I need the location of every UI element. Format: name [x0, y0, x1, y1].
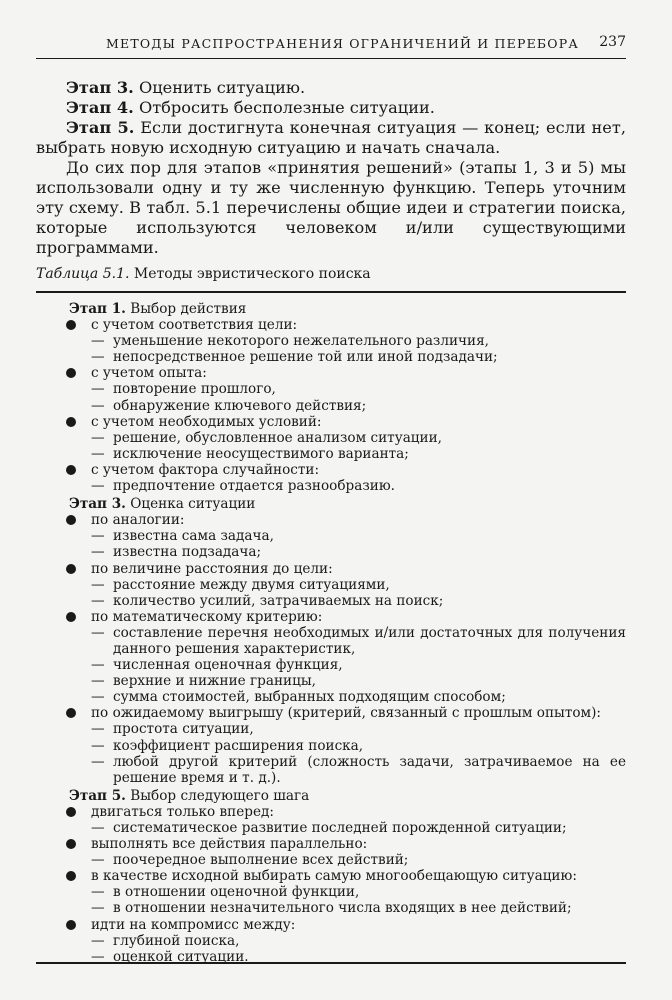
section-title: Выбор действия	[130, 301, 247, 317]
dash-item-text: известна подзадача;	[113, 544, 262, 561]
dash-item	[36, 430, 626, 446]
dash-mark: —	[91, 673, 105, 690]
dash-item	[36, 933, 626, 949]
dash-item-text: любой другой критерий (сложность задачи, затрачиваемое на ее решение время и т. д.).	[113, 753, 626, 786]
dash-mark: —	[91, 381, 105, 398]
dash-item	[36, 446, 626, 462]
dash-item-text: поочередное выполнение всех действий;	[113, 852, 409, 869]
dash-mark: —	[91, 721, 105, 738]
table-section	[36, 301, 626, 494]
dash-item-text: в отношении незначительного числа входящих в нее действий;	[113, 900, 572, 917]
page-header	[36, 36, 626, 59]
dash-mark: —	[91, 592, 105, 609]
dash-item-text: известна сама задача,	[113, 528, 274, 545]
dash-item	[36, 820, 626, 836]
bullet-text: по величине расстояния до цели:	[91, 560, 333, 577]
dash-item-text: простота ситуации,	[113, 721, 254, 738]
table-caption-text: Методы эвристического поиска	[133, 266, 371, 282]
bullet-icon	[66, 564, 76, 574]
body-paragraph: До сих пор для этапов «принятия решений» (этапы 1, 3 и 5) мы использовали одну и ту же численную функцию. Теперь уточним эту схему. В табл. 5.1 перечислены общие идеи и стратегии поиска, которые используются человеком и/или существующими программами.	[36, 158, 626, 257]
dash-mark: —	[91, 429, 105, 446]
dash-item	[36, 381, 626, 397]
section-step-label: Этап 5.	[69, 787, 126, 804]
step-label: Этап 5.	[66, 118, 135, 137]
bullet-text: выполнять все действия параллельно:	[91, 836, 368, 853]
bullet-group	[36, 705, 626, 721]
dash-item	[36, 900, 626, 916]
bullet-text: с учетом необходимых условий:	[91, 413, 322, 430]
dash-mark: —	[91, 737, 105, 754]
bullet-group	[36, 917, 626, 933]
dash-item-text: количество усилий, затрачиваемых на поиск;	[113, 592, 444, 609]
dash-mark: —	[91, 624, 105, 641]
dash-item	[36, 673, 626, 689]
dash-item-text: оценкой ситуации.	[113, 948, 249, 965]
bullet-text: с учетом соответствия цели:	[91, 317, 298, 334]
dash-item	[36, 593, 626, 609]
dash-item-text: коэффициент расширения поиска,	[113, 737, 364, 754]
bullet-group	[36, 609, 626, 625]
bullet-text: с учетом фактора случайности:	[91, 461, 320, 478]
dash-item-text: исключение неосуществимого варианта;	[113, 445, 409, 462]
dash-mark: —	[91, 820, 105, 836]
bullet-group	[36, 462, 626, 478]
dash-item	[36, 657, 626, 673]
table-top-rule	[36, 291, 626, 293]
section-heading	[36, 301, 626, 317]
bullet-icon	[66, 465, 76, 475]
dash-item-text: верхние и нижние границы,	[113, 673, 316, 690]
bullet-icon	[66, 920, 76, 930]
dash-item-text: глубиной поиска,	[113, 932, 240, 949]
dash-item-text: обнаружение ключевого действия;	[113, 397, 367, 414]
dash-mark: —	[91, 948, 105, 965]
table-bottom-rule	[36, 962, 626, 964]
bullet-icon	[66, 807, 76, 817]
bullet-icon	[66, 417, 76, 427]
section-heading	[36, 496, 626, 512]
dash-mark: —	[91, 349, 105, 366]
dash-item	[36, 625, 626, 657]
bullet-icon	[66, 320, 76, 330]
dash-item	[36, 544, 626, 560]
running-title: МЕТОДЫ РАСПРОСТРАНЕНИЯ ОГРАНИЧЕНИЙ И ПЕРЕБОРА	[106, 36, 580, 51]
section-step-label: Этап 3.	[69, 496, 126, 513]
table-section	[36, 788, 626, 965]
dash-mark: —	[91, 397, 105, 414]
bullet-icon	[66, 612, 76, 622]
dash-mark: —	[91, 884, 105, 901]
bullet-text: с учетом опыта:	[91, 365, 207, 382]
dash-mark: —	[91, 528, 105, 545]
table-caption	[36, 266, 371, 282]
dash-item	[36, 349, 626, 365]
page-number: 237	[599, 34, 626, 50]
dash-item-text: расстояние между двумя ситуациями,	[113, 576, 390, 593]
section-title: Выбор следующего шага	[130, 787, 310, 804]
bullet-text: по аналогии:	[91, 512, 185, 529]
section-heading	[36, 788, 626, 804]
bullet-icon	[66, 871, 76, 881]
bullet-text: по ожидаемому выигрышу (критерий, связанный с прошлым опытом):	[91, 705, 601, 722]
dash-mark: —	[91, 544, 105, 561]
dash-mark: —	[91, 333, 105, 350]
bullet-group	[36, 317, 626, 333]
step-label: Этап 4.	[66, 98, 134, 117]
bullet-text: двигаться только вперед:	[91, 803, 274, 820]
body-text	[36, 78, 626, 258]
dash-mark: —	[91, 753, 105, 770]
dash-item	[36, 738, 626, 754]
dash-item-text: составление перечня необходимых и/или достаточных для получения данного решения характеристик,	[113, 624, 626, 657]
dash-item	[36, 852, 626, 868]
dash-item-text: решение, обусловленное анализом ситуации,	[113, 429, 442, 446]
bullet-icon	[66, 368, 76, 378]
dash-item-text: систематическое развитие последней порожденной ситуации;	[113, 820, 567, 836]
section-title: Оценка ситуации	[130, 496, 256, 513]
dash-mark: —	[91, 478, 105, 495]
dash-item	[36, 333, 626, 349]
dash-item	[36, 884, 626, 900]
dash-item	[36, 689, 626, 705]
step-text: Если достигнута конечная ситуация — конец; если нет, выбрать новую исходную ситуацию и начать сначала.	[36, 118, 626, 157]
dash-mark: —	[91, 900, 105, 917]
bullet-icon	[66, 708, 76, 718]
dash-item-text: в отношении оценочной функции,	[113, 884, 360, 901]
bullet-text: по математическому критерию:	[91, 608, 323, 625]
dash-mark: —	[91, 852, 105, 869]
bullet-group	[36, 561, 626, 577]
dash-item-text: численная оценочная функция,	[113, 657, 343, 674]
dash-item	[36, 721, 626, 737]
dash-item	[36, 398, 626, 414]
step-label: Этап 3.	[66, 78, 134, 97]
dash-mark: —	[91, 932, 105, 949]
bullet-group	[36, 512, 626, 528]
step-text: Отбросить бесполезные ситуации.	[138, 98, 435, 117]
bullet-group	[36, 836, 626, 852]
bullet-text: в качестве исходной выбирать самую многообещающую ситуацию:	[91, 868, 577, 885]
heuristics-table	[36, 301, 626, 965]
dash-item-text: непосредственное решение той или иной подзадачи;	[113, 349, 498, 366]
dash-mark: —	[91, 445, 105, 462]
algorithm-step	[36, 118, 626, 158]
dash-mark: —	[91, 657, 105, 674]
bullet-group	[36, 804, 626, 820]
section-step-label: Этап 1.	[69, 301, 126, 317]
dash-item	[36, 478, 626, 494]
table-section	[36, 496, 626, 786]
table-caption-label: Таблица 5.1.	[36, 266, 130, 282]
algorithm-step	[36, 98, 626, 118]
dash-item-text: сумма стоимостей, выбранных подходящим способом;	[113, 689, 506, 706]
bullet-text: идти на компромисс между:	[91, 916, 296, 933]
bullet-group	[36, 414, 626, 430]
bullet-icon	[66, 839, 76, 849]
step-text: Оценить ситуацию.	[138, 78, 306, 97]
dash-mark: —	[91, 689, 105, 706]
algorithm-step	[36, 78, 626, 98]
dash-item-text: уменьшение некоторого нежелательного различия,	[113, 333, 489, 350]
bullet-icon	[66, 515, 76, 525]
dash-item-text: повторение прошлого,	[113, 381, 276, 398]
dash-item	[36, 577, 626, 593]
bullet-group	[36, 365, 626, 381]
dash-mark: —	[91, 576, 105, 593]
dash-item	[36, 754, 626, 786]
dash-item	[36, 528, 626, 544]
dash-item-text: предпочтение отдается разнообразию.	[113, 478, 395, 495]
bullet-group	[36, 868, 626, 884]
